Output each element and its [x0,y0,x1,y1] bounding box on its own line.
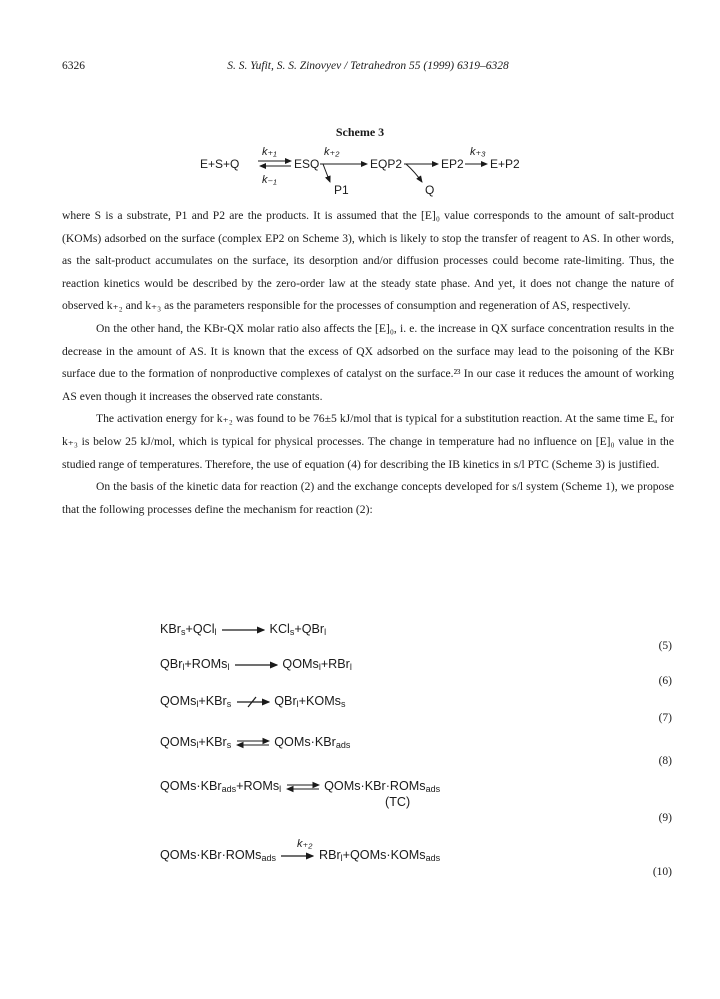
scheme-q-branch-arrow [406,164,422,182]
equation-number-8: (8) [658,755,672,767]
scheme-ep2: EP2 [441,157,464,171]
scheme-esq: ESQ [294,157,320,171]
paragraph-3: The activation energy for k₊₂ was found to be 76±5 kJ/mol that is typical for a substitution reaction. At the same time Eₐ for k₊₃ is below 25 kJ/mol, which is typical for physical processes. The change in temperature had no influence on [E]₀ value in the studied range of temperatures. Therefore, the use of equation (4) for describing the IB kinetics in s/l PTC (Scheme 3) is justified. [62,412,674,471]
reaction-6-arrow [233,660,279,670]
scheme-k3-label: k₊₃ [470,146,486,158]
equation-number-9: (9) [658,812,672,824]
equation-number-5: (5) [658,640,672,652]
reaction-10-arrow [279,851,315,861]
reaction-9-equilibrium-arrow [285,781,321,793]
running-head: S. S. Yufit, S. S. Zinovyev / Tetrahedron 55 (1999) 6319–6328 [227,60,509,72]
paragraph-1: where S is a substrate, P1 and P2 are the products. It is assumed that the [E]₀ value corresponds to the amount of salt-product (KOMs) adsorbed on the surface (complex EP2 on Scheme 3), which is likely to stop the transfer of reagent to AS. In other words, as the salt-product accumulates on the surface, its desorption and/or diffusion processes could become rate-limiting. Thus, the reaction kinetics would be described by the zero-order law at the steady state phase. And yet, it does not change the nature of observed k₊₂ and k₊₃ as the parameters responsible for the processes of consumption and regeneration of AS, respectively. [62,209,674,313]
reaction-9: QOMs·KBr$_{ads}$+ROMs$_l$ QOMs·KBr·ROMs$_{ads}$ [160,779,441,794]
scheme-reactants: E+S+Q [200,157,240,171]
equation-number-7: (7) [658,712,672,724]
scheme-k1-label: k₊₁ [262,146,277,158]
reaction-7-blocked-arrow [235,695,271,709]
reaction-6: QBr$_l$+ROMs$_l$ QOMs$_l$+RBr$_l$ [160,657,352,672]
scheme-km1-label: k₋₁ [262,174,277,186]
reaction-8-equilibrium-arrow [235,737,271,749]
equation-number-6: (6) [658,675,672,687]
scheme-p1-branch-arrow [323,164,330,182]
scheme-title: Scheme 3 [335,125,385,139]
paragraph-4: On the basis of the kinetic data for reaction (2) and the exchange concepts developed for s/l system (Scheme 1), we propose that the following processes define the mechanism for reaction (2): [62,480,674,516]
scheme-eqp2: EQP2 [370,157,403,171]
reaction-10: QOMs·KBr·ROMs$_{ads}$ RBr$_l$+QOMs·KOMs$_{ads}$ [160,848,441,863]
scheme-products: E+P2 [490,157,520,171]
reaction-8: QOMs$_l$+KBr$_s$ QOMs·KBr$_{ads}$ [160,735,351,750]
page-number: 6326 [62,60,85,72]
paragraph-2: On the other hand, the KBr-QX molar ratio also affects the [E]₀, i. e. the increase in QX surface concentration results in the decrease in the amount of AS. It is known that the excess of QX adsorbed on the surface may lead to the poisoning of the KBr surface due to the formation of nonproductive complexes of catalyst on the surface.²³ In our case it reduces the amount of working AS even though it increases the observed rate constants. [62,321,674,403]
page-header [62,60,674,76]
scheme-q: Q [425,183,435,197]
body-text [62,205,674,521]
reaction-5: KBr$_s$+QCl$_l$ KCl$_s$+QBr$_l$ [160,622,327,637]
reaction-5-arrow [220,625,266,635]
reaction-10-rate-label: k₊₂ [297,838,313,850]
scheme-k2-label: k₊₂ [324,146,340,158]
scheme-p1: P1 [334,183,349,197]
reaction-7: QOMs$_l$+KBr$_s$ QBr$_l$+KOMs$_s$ [160,694,346,709]
equation-number-10: (10) [652,866,672,878]
scheme-3-diagram [200,138,530,198]
reaction-9-tc-label: (TC) [385,795,411,809]
